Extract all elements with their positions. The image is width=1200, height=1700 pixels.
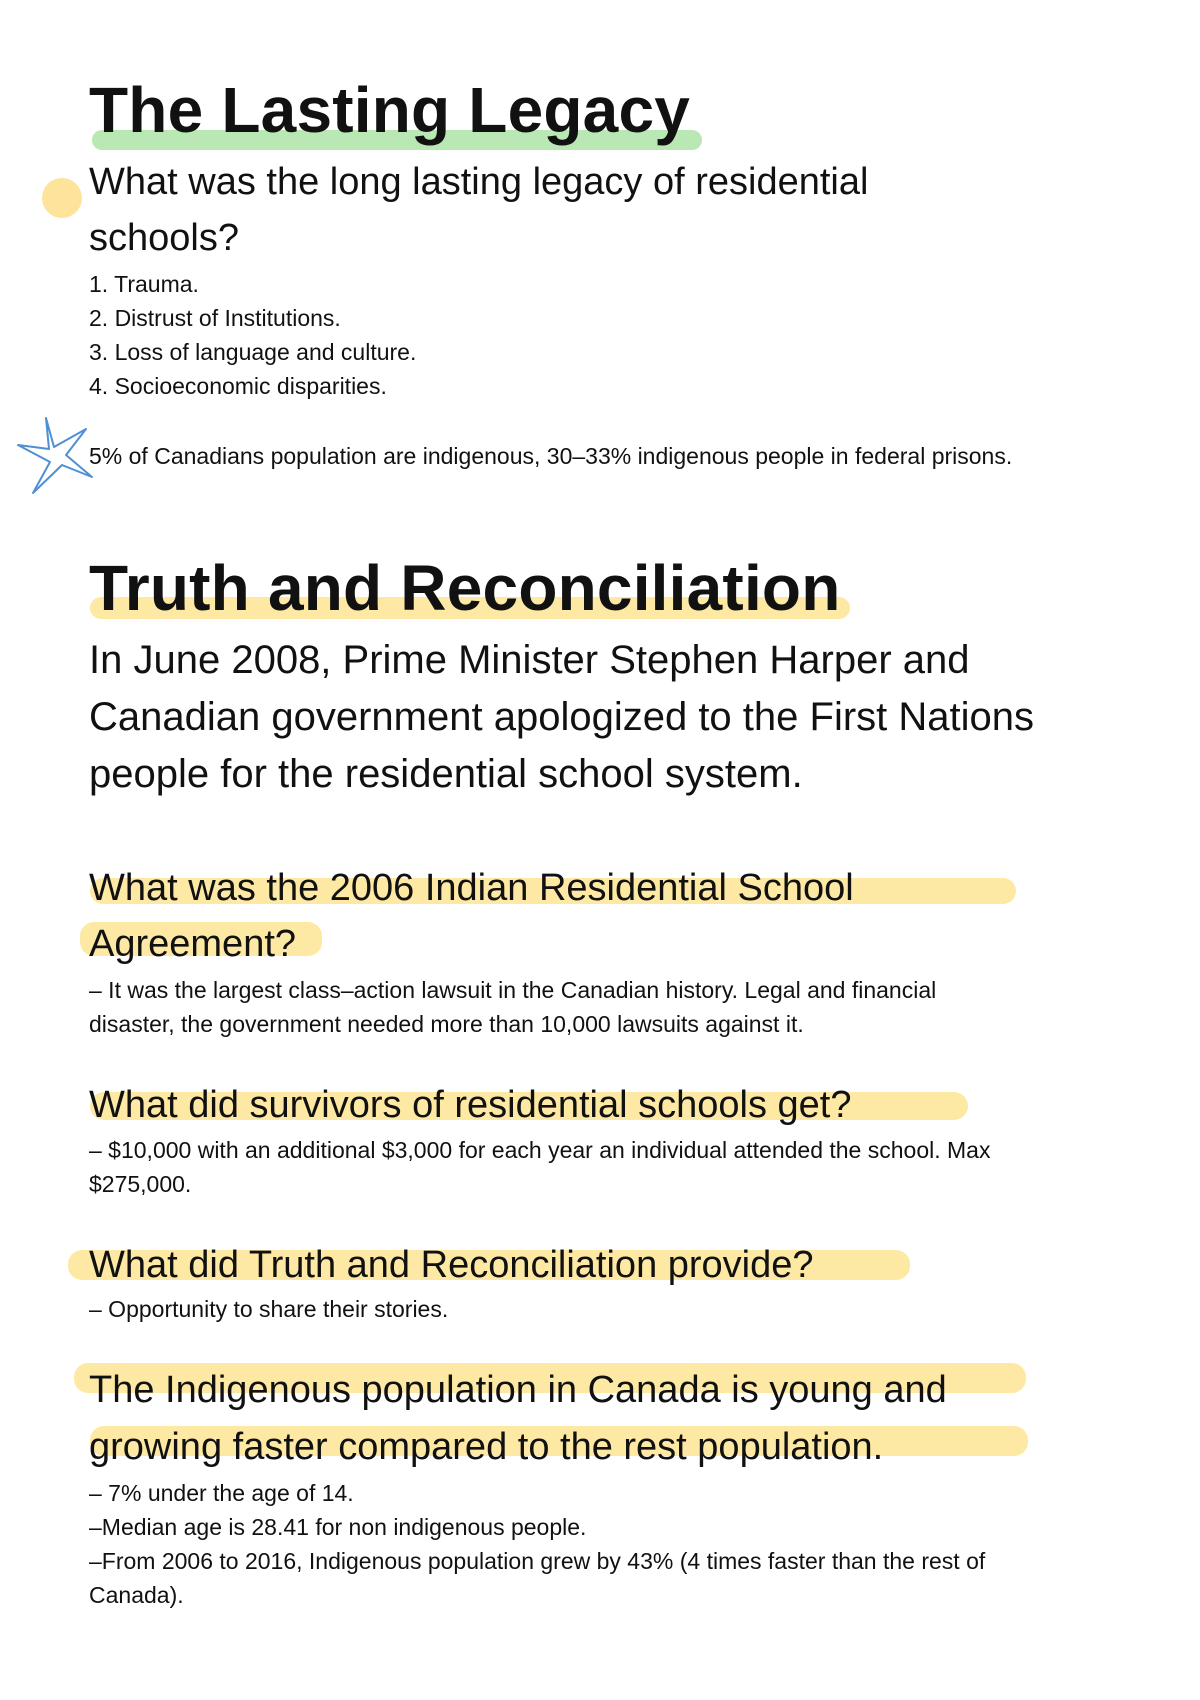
list-item: 4. Socioeconomic disparities.	[89, 373, 387, 399]
question-population-line-2: growing faster compared to the rest population.	[89, 1426, 884, 1468]
reconciliation-title: Truth and Reconciliation	[89, 552, 841, 624]
list-item: 3. Loss of language and culture.	[89, 339, 417, 365]
legacy-list	[89, 267, 416, 403]
intro-line-3: people for the residential school system.	[89, 752, 803, 796]
answer-survivors-line-1: – $10,000 with an additional $3,000 for each year an individual attended the school. Max	[89, 1137, 991, 1163]
population-fact: –Median age is 28.41 for non indigenous people.	[89, 1514, 587, 1540]
question-agreement-line-1: What was the 2006 Indian Residential School	[89, 867, 854, 909]
question-population-line-1: The Indigenous population in Canada is young and	[89, 1369, 947, 1411]
legacy-question-line-1: What was the long lasting legacy of residential	[89, 161, 869, 203]
answer-provide: – Opportunity to share their stories.	[89, 1296, 449, 1322]
star-doodle-icon	[14, 415, 94, 497]
question-agreement-line-2: Agreement?	[89, 923, 297, 965]
question-survivors: What did survivors of residential schools get?	[89, 1084, 852, 1126]
answer-agreement-line-2: disaster, the government needed more than 10,000 lawsuits against it.	[89, 1011, 804, 1037]
population-fact: Canada).	[89, 1582, 184, 1608]
intro-line-1: In June 2008, Prime Minister Stephen Harper and	[89, 638, 970, 682]
legacy-stat: 5% of Canadians population are indigenous, 30–33% indigenous people in federal prisons.	[89, 443, 1013, 469]
legacy-question-line-2: schools?	[89, 217, 239, 259]
list-item: 1. Trauma.	[89, 271, 199, 297]
population-fact: –From 2006 to 2016, Indigenous population grew by 43% (4 times faster than the rest of	[89, 1548, 986, 1574]
question-provide: What did Truth and Reconciliation provide?	[89, 1244, 814, 1286]
answer-agreement-line-1: – It was the largest class–action lawsuit in the Canadian history. Legal and financial	[89, 977, 937, 1003]
intro-line-2: Canadian government apologized to the First Nations	[89, 695, 1034, 739]
population-fact: – 7% under the age of 14.	[89, 1480, 354, 1506]
legacy-title: The Lasting Legacy	[89, 74, 691, 146]
yellow-dot-icon	[42, 178, 82, 218]
list-item: 2. Distrust of Institutions.	[89, 305, 341, 331]
answer-survivors-line-2: $275,000.	[89, 1171, 192, 1197]
